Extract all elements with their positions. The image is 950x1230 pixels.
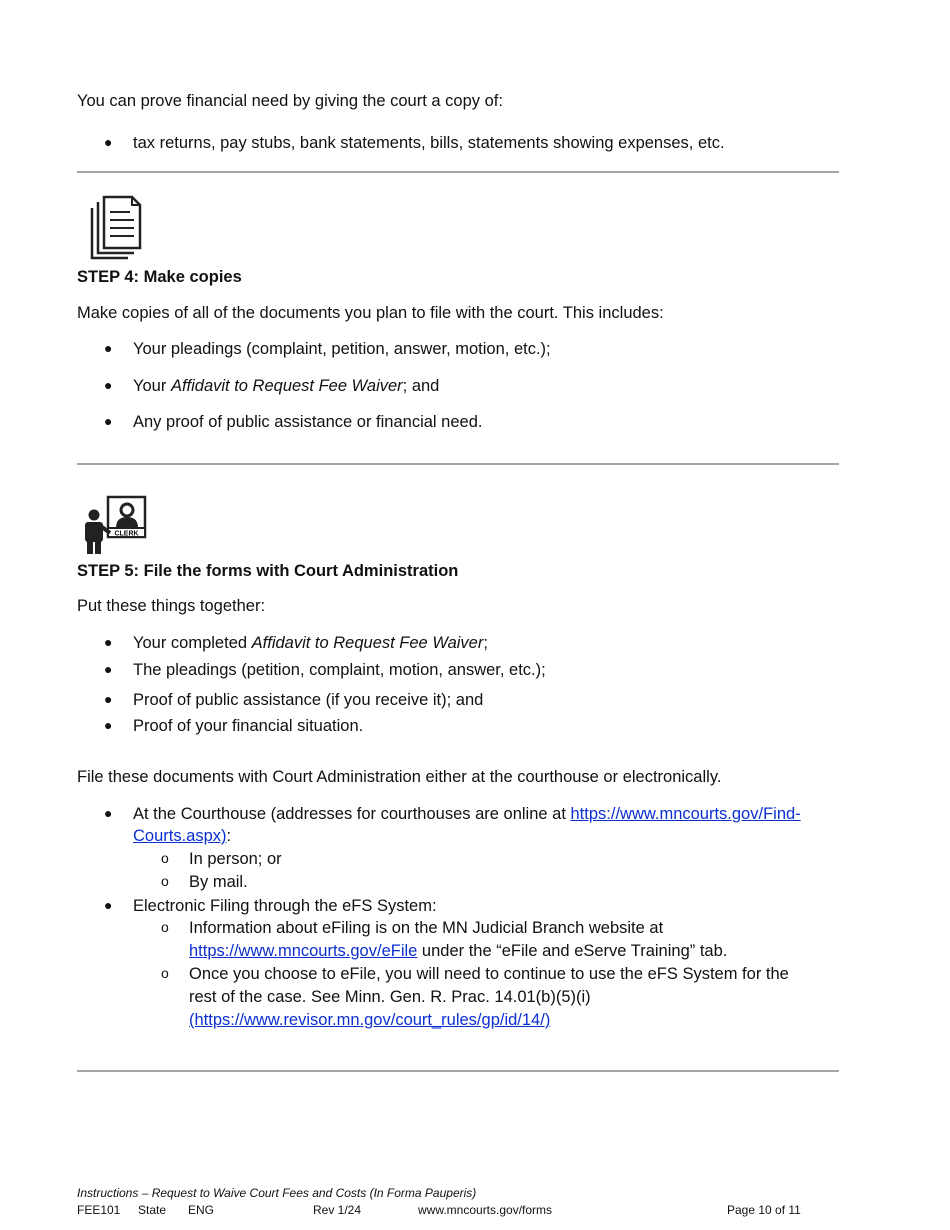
bullet-icon: ● [104, 340, 113, 356]
efile-sub1-line1: Information about eFiling is on the MN Judicial Branch website at [189, 919, 664, 937]
clerk-label: CLERK [114, 530, 139, 538]
bullet-icon: ● [104, 661, 113, 677]
section-divider [77, 463, 839, 465]
bullet-icon: ● [104, 634, 113, 650]
file-intro: File these documents with Court Administration either at the courthouse or electronically. [77, 768, 722, 786]
hollow-bullet-icon: o [161, 873, 169, 889]
find-courts-link[interactable]: https://www.mncourts.gov/Find- [570, 805, 801, 823]
bullet-icon: ● [104, 377, 113, 393]
footer-revision: Rev 1/24 [313, 1203, 362, 1217]
efile-sub2-line3 [189, 1009, 550, 1031]
bullet-icon: ● [104, 413, 113, 429]
footer-website: www.mncourts.gov/forms [418, 1203, 553, 1217]
footer-title: Instructions – Request to Waive Court Fees and Costs (In Forma Pauperis) [77, 1186, 477, 1200]
step5-bullet-4: Proof of your financial situation. [133, 717, 364, 735]
bullet-icon: ● [104, 717, 113, 733]
step4-intro: Make copies of all of the documents you plan to file with the court. This includes: [77, 304, 664, 322]
bullet-icon: ● [104, 805, 113, 821]
efile-link[interactable]: https://www.mncourts.gov/eFile [189, 942, 418, 960]
footer-jurisdiction: State [138, 1203, 167, 1217]
efile-label: Electronic Filing through the eFS System: [133, 897, 437, 915]
step5-intro: Put these things together: [77, 597, 266, 615]
step5-bullet-1: Your completed Affidavit to Request Fee Waiver; [133, 634, 488, 652]
financial-need-intro: You can prove financial need by giving the court a copy of: [77, 92, 503, 110]
step4-bullet-2: Your Affidavit to Request Fee Waiver; and [133, 377, 440, 395]
clerk-icon [80, 495, 148, 555]
footer-form-code: FEE101 [77, 1203, 121, 1217]
bullet-icon: ● [104, 134, 113, 150]
efile-sub2-line1: Once you choose to eFile, you will need to continue to use the eFS System for the [189, 965, 789, 983]
documents-icon [88, 194, 144, 262]
efile-sub2-line2: rest of the case. See Minn. Gen. R. Prac. 14.01(b)(5)(i) [189, 988, 591, 1006]
footer-page-number: Page 10 of 11 [727, 1203, 801, 1217]
step5-heading: STEP 5: File the forms with Court Administration [77, 562, 459, 580]
hollow-bullet-icon: o [161, 965, 169, 981]
footer-language: ENG [188, 1203, 215, 1217]
step4-heading: STEP 4: Make copies [77, 268, 242, 286]
step5-bullet-3: Proof of public assistance (if you receive it); and [133, 691, 484, 709]
section-divider [77, 171, 839, 173]
step4-bullet-3: Any proof of public assistance or financial need. [133, 413, 483, 431]
revisor-link[interactable]: (https://www.revisor.mn.gov/court_rules/gp/id/14/) [189, 1011, 551, 1029]
financial-need-bullet: tax returns, pay stubs, bank statements, bills, statements showing expenses, etc. [133, 134, 725, 152]
hollow-bullet-icon: o [161, 850, 169, 866]
section-divider [77, 1070, 839, 1072]
bullet-icon: ● [104, 691, 113, 707]
courthouse-sub-1: In person; or [189, 850, 282, 868]
bullet-icon: ● [104, 897, 113, 913]
efile-sub1-line2: https://www.mncourts.gov/eFile under the “eFile and eServe Training” tab. [189, 942, 728, 960]
hollow-bullet-icon: o [161, 919, 169, 935]
step5-bullet-2: The pleadings (petition, complaint, motion, answer, etc.); [133, 661, 546, 679]
courthouse-sub-2: By mail. [189, 873, 248, 891]
courthouse-line-2: Courts.aspx): [133, 827, 232, 845]
find-courts-link-cont[interactable]: Courts.aspx) [133, 827, 227, 845]
courthouse-line-1: At the Courthouse (addresses for courthouses are online at https://www.mncourts.gov/Find- [133, 805, 801, 823]
step4-bullet-1: Your pleadings (complaint, petition, answer, motion, etc.); [133, 340, 551, 358]
